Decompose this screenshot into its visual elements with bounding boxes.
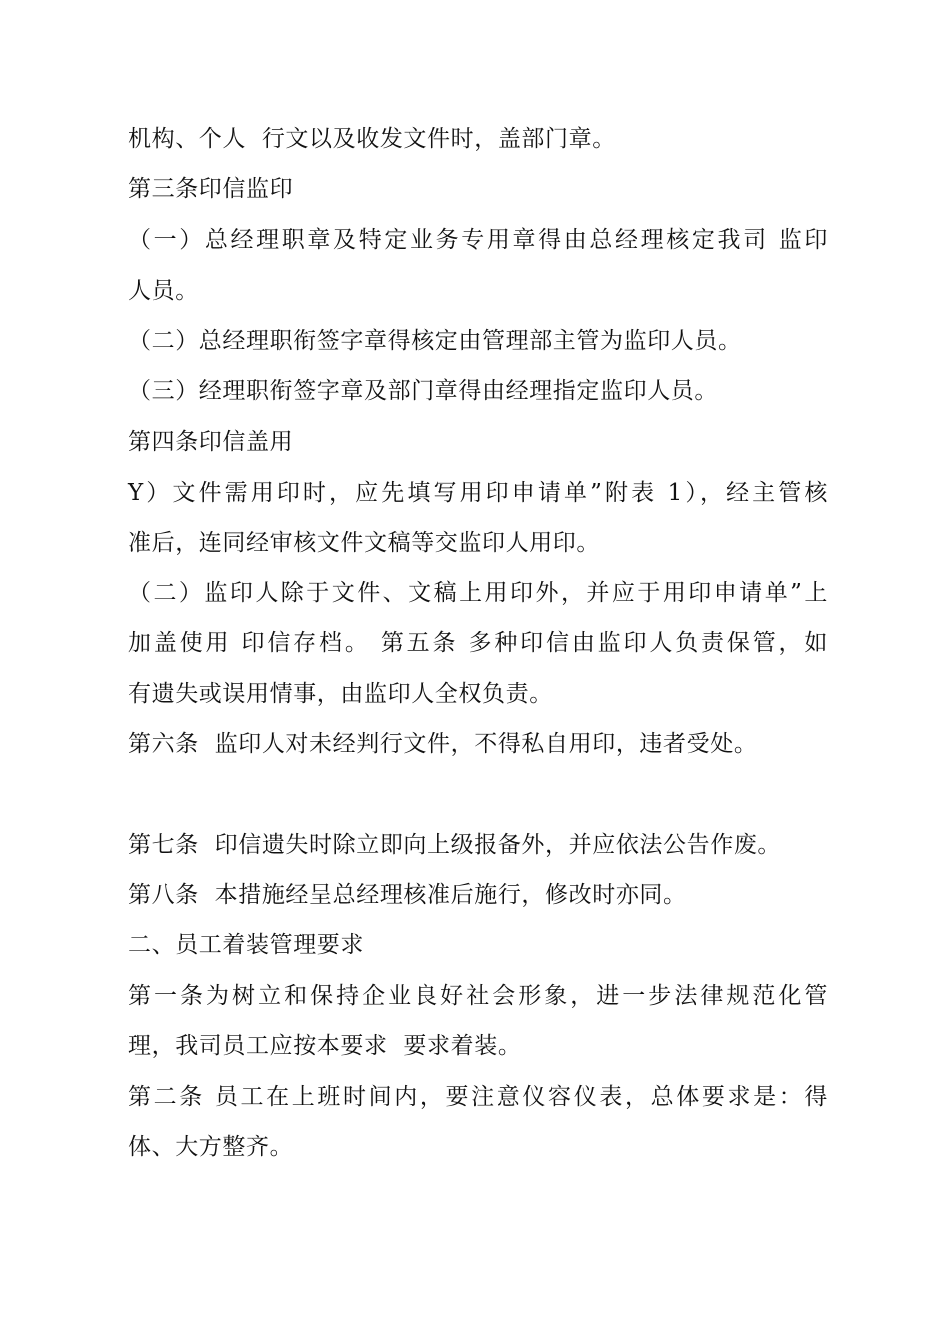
text-line: （二）总经理职衔签字章得核定由管理部主管为监印人员。 bbox=[128, 328, 742, 354]
text-line: 准后，连同经审核文件文稿等交监印人用印。 bbox=[128, 530, 600, 556]
text-line: （一）总经理职章及特定业务专用章得由总经理核定我司 监印 bbox=[128, 227, 828, 253]
text-line: （三）经理职衔签字章及部门章得由经理指定监印人员。 bbox=[128, 378, 718, 404]
text-line: 机构、个人 行文以及收发文件时，盖部门章。 bbox=[128, 126, 616, 152]
text-line: 理，我司员工应按本要求 要求着装。 bbox=[128, 1033, 522, 1059]
section-heading: 第三条印信监印 bbox=[128, 176, 294, 202]
text-line: 加盖使用 印信存档。 第五条 多种印信由监印人负责保管，如 bbox=[128, 630, 828, 656]
text-line: Y）文件需用印时，应先填写用印申请单”附表 1），经主管核 bbox=[128, 480, 828, 506]
text-line: （二）监印人除于文件、文稿上用印外，并应于用印申请单”上 bbox=[128, 580, 828, 606]
section-heading: 二、员工着装管理要求 bbox=[128, 932, 364, 958]
text-line: 第二条 员工在上班时间内，要注意仪容仪表，总体要求是：得 bbox=[128, 1084, 828, 1110]
text-line: 第六条 监印人对未经判行文件，不得私自用印，违者受处。 bbox=[128, 731, 758, 757]
text-line: 有遗失或误用情事，由监印人全权负责。 bbox=[128, 681, 553, 707]
text-line: 体、大方整齐。 bbox=[128, 1134, 294, 1160]
text-line: 第八条 本措施经呈总经理核准后施行，修改时亦同。 bbox=[128, 882, 687, 908]
text-line: 第一条为树立和保持企业良好社会形象，进一步法律规范化管 bbox=[128, 983, 828, 1009]
section-heading: 第四条印信盖用 bbox=[128, 429, 294, 455]
text-line: 人员。 bbox=[128, 278, 199, 304]
text-line: 第七条 印信遗失时除立即向上级报备外，并应依法公告作废。 bbox=[128, 832, 782, 858]
